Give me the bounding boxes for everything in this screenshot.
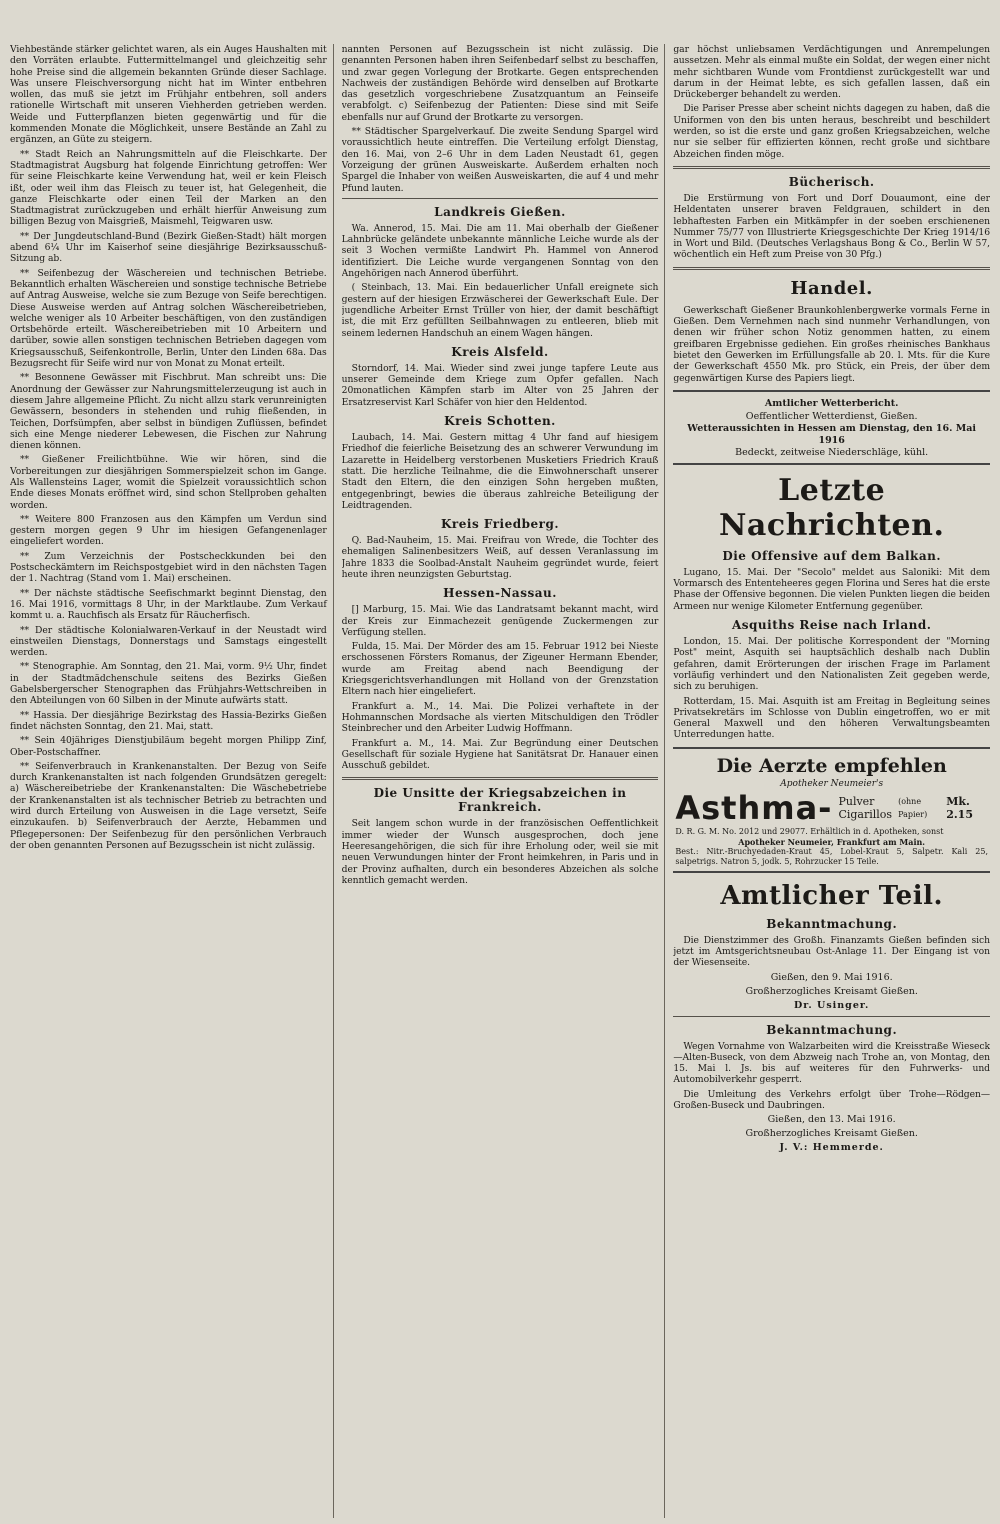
- divider: [673, 166, 990, 169]
- article-paragraph: ** Der Jungdeutschland-Bund (Bezirk Gießen-Stadt) hält morgen abend 6¼ Uhr im Kaiserhof seine diesjährige Bezirksausschuß-Sitzung ab.: [10, 230, 327, 265]
- section-heading: Kreis Friedberg.: [441, 517, 560, 532]
- article-paragraph: Storndorf, 14. Mai. Wieder sind zwei junge tapfere Leute aus unserer Gemeinde dem Kriege zum Opfer gefallen. Nach 20monatlichen Kämpfen starb im Alter von 25 Jahren der Ersatzreservist Karl Schäfer von hier den Heldentod.: [341, 362, 659, 408]
- section-heading: Kreis Alsfeld.: [451, 344, 549, 359]
- weather-title: Amtlicher Wetterbericht.: [764, 397, 899, 409]
- article-paragraph: Rotterdam, 15. Mai. Asquith ist am Freitag in Begleitung seines Privatsekretärs im Schlosse von Dublin eingetroffen, wo er mit General Maxwell und den höheren Verwaltungsbeamten Unterredungen hatte.: [673, 695, 991, 741]
- ad-kind: Pulver: [838, 794, 875, 808]
- divider: [673, 1016, 990, 1017]
- article-paragraph: Gewerkschaft Gießener Braunkohlenbergwerke vormals Ferne in Gießen. Dem Vernehmen nach sind nunmehr Verhandlungen, von denen wir früher schon Notiz genommen hatten, zu einem greifbaren Ergebnisse gediehen. Ein großes rheinisches Bankhaus bietet den Gewerken im Erfüllungsfalle ab 20. l. Mts. für die Kure der Gewerkschaft 4550 Mk. pro Stück, ein Preis, der über dem gegenwärtigen Kurse des Papiers liegt.: [673, 304, 991, 384]
- ad-kind: Cigarillos: [838, 807, 893, 821]
- article-paragraph: gar höchst unliebsamen Verdächtigungen und Anrempelungen aussetzen. Mehr als einmal mußte ein Soldat, der wegen einer nicht mehr sichtbaren Wunde vom Frontdienst zurückgestellt war und darum in der Heimat lebte, es sich gefallen lassen, daß ein Drückeberger behandelt zu werden.: [673, 44, 991, 101]
- article-paragraph: Frankfurt a. M., 14. Mai. Zur Begründung einer Deutschen Gesellschaft für soziale Hygiene hat Sanitätsrat Dr. Hanauer einen Ausschuß gebildet.: [341, 737, 659, 772]
- notice-signature-name: Dr. Usinger.: [794, 999, 870, 1011]
- ad-maker: Apotheker Neumeier's: [780, 778, 884, 789]
- ad-ingredients: Best.: Nitr.-Bruchyedaden-Kraut 45, Lobel-Kraut 5, Salpetr. Kali 25, salpetrigs. Natron 5, jodk. 5, Rohrzucker 15 Teile.: [675, 846, 989, 866]
- article-paragraph: ** Stenographie. Am Sonntag, den 21. Mai, vorm. 9½ Uhr, findet in der Stadtmädchenschule seitens des Bezirks Gießen Gabelsbergerscher Stenographen das Frühjahrs-Wettschreiben in den Abteilungen von 60 Silben in der Minute aufwärts statt.: [10, 661, 327, 707]
- article-paragraph: Laubach, 14. Mai. Gestern mittag 4 Uhr fand auf hiesigem Friedhof die feierliche Beisetzung des an schwerer Verwundung im Lazarette in Heidelberg verstorbenen Musketiers Friedrich Krauß statt. Die herzliche Teilnahme, die die Einwohnerschaft unserer Stadt den Eltern, die den einzigen Sohn hergeben mußten, entgegenbringt, bewies die überaus zahlreiche Beteiligung der Leidtragenden.: [341, 432, 659, 511]
- article-paragraph: Q. Bad-Nauheim, 15. Mai. Freifrau von Wrede, die Tochter des ehemaligen Salinenbesitzers Weiß, auf dessen Veranlassung im Jahre 1833 die Soolbad-Anstalt Nauheim gegründet wurde, feiert heute ihren neunzigsten Geburtstag.: [341, 535, 659, 580]
- section-heading: Handel.: [790, 277, 873, 299]
- notice-title: Bekanntmachung.: [766, 916, 898, 931]
- section-heading: Letzte Nachrichten.: [718, 472, 945, 543]
- article-paragraph: ( Steinbach, 13. Mai. Ein bedauerlicher Unfall ereignete sich gestern auf der hiesigen Erzwäscherei der Gewerkschaft Eule. Der jugendliche Arbeiter Ernst Trüller von hier, der damit beschäftigt ist, die mit Erz gefüllten Seilbahnwagen zu entleeren, blieb mit seinem ledernen Handschuh an einem Wagen hängen.: [341, 282, 659, 339]
- ad-firm: Apotheker Neumeier, Frankfurt am Main.: [738, 836, 926, 847]
- article-paragraph: ** Städtischer Spargelverkauf. Die zweite Sendung Spargel wird voraussichtlich heute eintreffen. Die Verteilung erfolgt Dienstag, den 16. Mai, von 2–6 Uhr in dem Laden Neustadt 61, gegen Vorzeigung der grünen Ausweiskarte. Außerdem erhalten noch Spargel die Inhaber von weißen Ausweiskarten, die auf 4 und mehr Pfund lauten.: [341, 126, 659, 194]
- article-paragraph: Viehbestände stärker gelichtet waren, als ein Auges Haushalten mit den Vorräten erlaubte. Futtermittelmangel und gleichzeitig sehr hohe Preise sind die allgemein bekannten Gründe dieser Sachlage. Was unsere Fleischversorgung nicht hat im Winter entbehren wollen, das muß sie jetzt im Frühjahr entbehren, soll anders rationelle Wirtschaft mit unseren Viehherden getrieben werden. Weide und Futterpflanzen bieten gegenwärtig und für die kommenden Monate die Möglichkeit, unsere Bestände an Zahl zu ergänzen, an Güte zu steigern.: [10, 44, 327, 146]
- section-heading: Kreis Schotten.: [444, 414, 556, 429]
- article-paragraph: Die Pariser Presse aber scheint nichts dagegen zu haben, daß die Uniformen von den bis unten heraus, beschreibt und beschildert werden, so ist die erste und ganz großen Kriegsabzeichen, welche nur sie selber für effizierten können, recht große und sichtbare Abzeichen finden möge.: [673, 103, 991, 160]
- advertisement: [673, 747, 990, 873]
- article-paragraph: ** Besonnene Gewässer mit Fischbrut. Man schreibt uns: Die Anordnung der Gewässer zur Nahrungsmittelerzeugung ist auch in diesem Jahre allgemeine Pflicht. Zu nicht allzu stark verunreinigten Gewässern, besonders in stehenden und ruhig fließenden, in Teichen, Dorfsümpfen, aber selbst in bündigen Zuflüssen, befindet sich eine Menge niederer Lebewesen, die Fischen zur Nahrung dienen können.: [10, 372, 327, 452]
- ad-registration: D. R. G. M. No. 2012 und 29077. Erhältlich in d. Apotheken, sonst: [675, 826, 944, 836]
- article-paragraph: nannten Personen auf Bezugsschein ist nicht zulässig. Die genannten Personen haben ihren Seifenbedarf selbst zu beschaffen, und zwar gegen Vorlegung der Brotkarte. Gegen entsprechenden Nachweis der zuständigen Behörde wird denselben auf Brotkarte das gesetzlich vorgeschriebene Zusatzquantum an Feinseife verabfolgt. c) Seifenbezug der Patienten: Diese sind mit Seife ebenfalls nur auf Grund der Brotkarte zu versorgen.: [341, 44, 659, 123]
- article-paragraph: [] Marburg, 15. Mai. Wie das Landratsamt bekannt macht, wird der Kreis zur Einmachezeit genügende Zuckermengen zur Verfügung stellen.: [341, 604, 659, 638]
- article-paragraph: Fulda, 15. Mai. Der Mörder des am 15. Februar 1912 bei Nieste erschossenen Försters Romanus, der Zigeuner Hermann Ebender, wurde am Freitag abend nach Beendigung der Kriegsgerichtsverhandlungen mit Holland von der Grenzstation Eltern nach hier eingeliefert.: [341, 641, 659, 698]
- column-middle: [342, 44, 666, 1518]
- ad-product-kinds: [838, 795, 892, 821]
- notice-signature: [673, 1000, 990, 1012]
- ad-price: Mk. 2.15: [946, 794, 973, 821]
- weather-subtitle: Oeffentlicher Wetterdienst, Gießen.: [745, 410, 918, 422]
- notice-signature-name: J. V.: Hemmerde.: [779, 1142, 884, 1154]
- notice-date: Gießen, den 9. Mai 1916.: [770, 971, 893, 983]
- article-paragraph: ** Zum Verzeichnis der Postscheckkunden bei den Postscheckämtern im Reichspostgebiet wird in den nächsten Tagen der 1. Nachtrag (Stand vom 1. Mai) erscheinen.: [10, 550, 327, 585]
- ad-product-row: [675, 789, 988, 827]
- section-heading: Amtlicher Teil.: [720, 880, 944, 911]
- article-paragraph: Wa. Annerod, 15. Mai. Die am 11. Mai oberhalb der Gießener Lahnbrücke geländete unbekannte männliche Leiche wurde als der seit 3 Wochen vermißte Landwirt Ph. Hammel von Annerod identifiziert. Die Leiche wurde vergangenen Sonntag von den Angehörigen nach Annerod überführt.: [341, 222, 659, 280]
- article-paragraph: ** Sein 40jähriges Dienstjubiläum begeht morgen Philipp Zinf, Ober-Postschaffner.: [10, 735, 327, 758]
- weather-forecast-heading: Wetteraussichten in Hessen am Dienstag, den 16. Mai 1916: [687, 422, 977, 446]
- notice-text: Wegen Vornahme von Walzarbeiten wird die Kreisstraße Wieseck—Alten-Buseck, von dem Abzweig nach Trohe an, von Montag, den 15. Mai l. Js. bis auf weiteres für den Fuhrwerks- und Automobilverkehr gesperrt.: [673, 1040, 991, 1086]
- article-paragraph: ** Der nächste städtische Seefischmarkt beginnt Dienstag, den 16. Mai 1916, vormittags 8 Uhr, in der Marktlaube. Zum Verkauf kommt u. a. Rauchfisch als Ersatz für Räucherfisch.: [10, 587, 327, 622]
- section-heading: Die Unsitte der Kriegsabzeichen in Frankreich.: [373, 786, 627, 815]
- ad-product-name: Asthma-: [675, 788, 833, 827]
- article-paragraph: ** Seifenbezug der Wäschereien und technischen Betriebe. Bekanntlich erhalten Wäschereien und sonstige technische Betriebe auf Antrag Ausweise, welche sie zum Bezuge von Seife berechtigen. Diese Ausweise werden auf Antrag solchen Wäschereibetrieben, welche weniger als 10 Arbeiter beschäftigen, von den zuständigen Ortsbehörde erteilt. Wäschereibetrieben mit 10 Arbeitern und darüber, sowie allen sonstigen technischen Betrieben dagegen vom Kriegsausschuß, Seifenkontrolle, Berlin, Unter den Linden 68a. Das Bezugsrecht für Seife wird nur von Monat zu Monat erteilt.: [10, 267, 327, 370]
- article-paragraph: ** Gießener Freilichtbühne. Wie wir hören, sind die Vorbereitungen zur diesjährigen Sommerspielzeit schon im Gange. Als Wallensteins Lager, womit die Spielzeit voraussichtlich schon Ende dieses Monats eröffnet wird, sind schon Stellproben gehalten worden.: [10, 454, 327, 511]
- divider: [342, 777, 659, 780]
- column-left: [10, 44, 334, 1518]
- news-subheading: Die Offensive auf dem Balkan.: [722, 548, 942, 563]
- article-paragraph: Seit langem schon wurde in der französischen Oeffentlichkeit immer wieder der Wunsch ausgesprochen, doch jene Heeresangehörigen, die sich für ihre Erholung oder, weil sie mit neuen Verwundungen hinter der Front heimkehren, in Paris und in der Provinz aufhalten, durch ein besonderes Abzeichen als solche kenntlich gemacht werden.: [341, 818, 659, 886]
- article-paragraph: Die Erstürmung von Fort und Dorf Douaumont, eine der Heldentaten unserer braven Feldgrauen, schildert in den lebhaftesten Farben ein Mitkämpfer in der soeben erschienenen Nummer 75/77 von Illustrierte Kriegsgeschichte Der Krieg 1914/16 in Wort und Bild. (Deutsches Verlagshaus Bong & Co., Berlin W 57, wöchentlich ein Heft zum Preise von 30 Pfg.): [673, 192, 991, 261]
- section-heading: Hessen-Nassau.: [443, 586, 557, 601]
- article-paragraph: ** Seifenverbrauch in Krankenanstalten. Der Bezug von Seife durch Krankenanstalten ist nach folgenden Grundsätzen geregelt: a) Wäschereibetriebe der Krankenanstalten: Die Wäschebetriebe der Krankenanstalten ist als technischer Betrieb zu betrachten und wird durch Erteilung von Ausweisen in die Lage versetzt, Seife einzukaufen. b) Seifenverbrauch der Aerzte, Hebammen und Pflegepersonen: Der Seifenbezug für den persönlichen Verbrauch der oben genannten Personen auf Bezugsschein ist nicht zulässig.: [10, 760, 327, 851]
- notice-text: Die Dienstzimmer des Großh. Finanzamts Gießen befinden sich jetzt im Amtsgerichtsneubau Ost-Anlage 11. Der Eingang ist von der Wiesenseite.: [673, 934, 991, 969]
- section-heading: Landkreis Gießen.: [434, 204, 566, 219]
- weather-forecast: Bedeckt, zeitweise Niederschläge, kühl.: [735, 446, 929, 458]
- notice-date: Gießen, den 13. Mai 1916.: [767, 1114, 896, 1126]
- notice-office: Großherzogliches Kreisamt Gießen.: [745, 985, 918, 997]
- section-heading: Bücherisch.: [788, 174, 875, 189]
- article-paragraph: ** Weitere 800 Franzosen aus den Kämpfen um Verdun sind gestern morgen gegen 9 Uhr im hiesigen Gefangenenlager eingeliefert worden.: [10, 513, 327, 548]
- notice-signature: [673, 1142, 990, 1154]
- article-paragraph: ** Hassia. Der diesjährige Bezirkstag des Hassia-Bezirks Gießen findet nächsten Sonntag, den 21. Mai, statt.: [10, 709, 327, 732]
- divider: [342, 198, 659, 199]
- article-paragraph: ** Der städtische Kolonialwaren-Verkauf in der Neustadt wird einstweilen Dienstags, Donnerstags und Samstags eingestellt werden.: [10, 624, 327, 659]
- article-paragraph: ** Stadt Reich an Nahrungsmitteln auf die Fleischkarte. Der Stadtmagistrat Augsburg hat folgende Einrichtung getroffen: Wer für seine Fleischkarte keine Verwendung hat, weil er kein Fleisch ißt, oder weil ihm das Fleisch zu teuer ist, hat Gelegenheit, die ganze Fleischkarte oder einen Teil der Marken an den Stadtmagistrat zurückzugeben und erhält hierfür Anweisung zum billigen Bezug von Maisgrieß, Maismehl, Teigwaren usw.: [10, 148, 327, 228]
- notice-title: Bekanntmachung.: [766, 1022, 898, 1037]
- weather-box: [673, 390, 990, 465]
- column-right: [673, 44, 990, 1518]
- ad-pack: (ohne Papier): [898, 796, 928, 819]
- notice-text: Die Umleitung des Verkehrs erfolgt über Trohe—Rödgen—Großen-Buseck und Daubringen.: [673, 1088, 991, 1112]
- article-paragraph: Lugano, 15. Mai. Der "Secolo" meldet aus Saloniki: Mit dem Vormarsch des Ententeheeres gegen Florina und Seres hat die erste Phase der Offensive begonnen. Die vielen Punkten liegen die beiden Armeen nur wenige Kilometer Entfernung gegenüber.: [673, 566, 991, 612]
- article-paragraph: London, 15. Mai. Der politische Korrespondent der "Morning Post" meint, Asquith sei hauptsächlich deshalb nach Dublin gefahren, damit Erörterungen der irischen Frage im Parlament vorläufig verhindert und den Nationalisten Zeit gegeben werde, sich zu beruhigen.: [673, 636, 991, 693]
- divider: [673, 267, 990, 270]
- ad-headline: Die Aerzte empfehlen: [716, 754, 947, 777]
- article-paragraph: Frankfurt a. M., 14. Mai. Die Polizei verhaftete in der Hohmannschen Mordsache als vierten Mitschuldigen den Trödler Steinbrecher und den Arbeiter Ludwig Hoffmann.: [341, 700, 659, 735]
- news-subheading: Asquiths Reise nach Irland.: [731, 618, 932, 633]
- notice-office: Großherzogliches Kreisamt Gießen.: [745, 1128, 918, 1140]
